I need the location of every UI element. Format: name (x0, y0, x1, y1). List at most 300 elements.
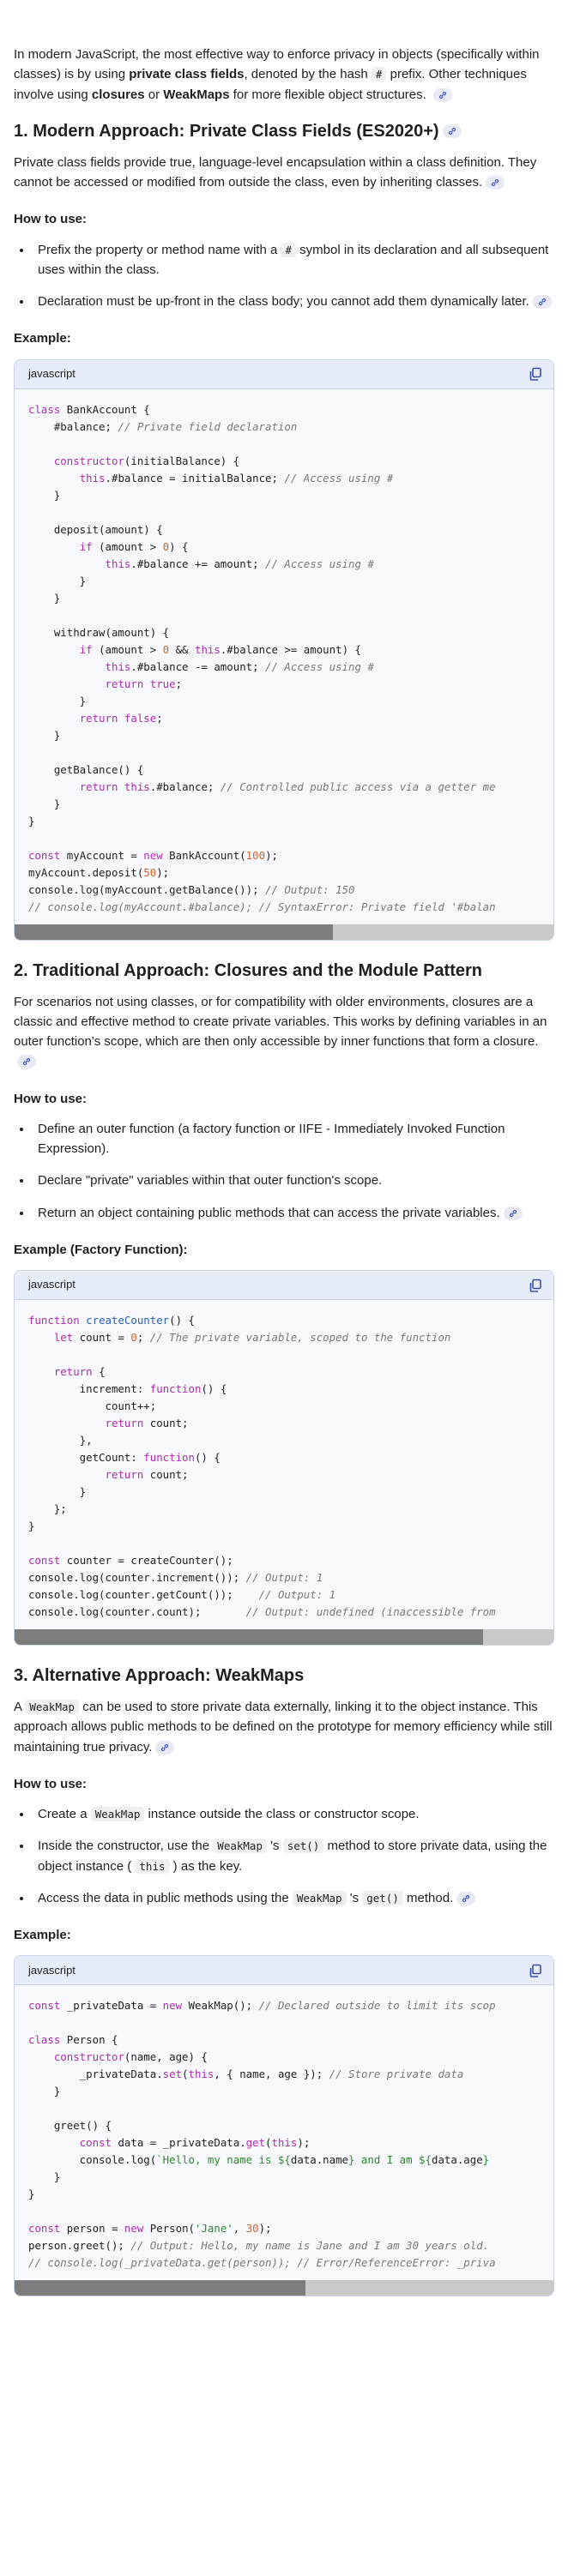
code-line (28, 573, 540, 590)
code-token: } (28, 2085, 61, 2098)
code-token: const (28, 1999, 61, 2013)
code-line (28, 659, 540, 676)
code-content (15, 1300, 553, 1629)
code-token: ) { (169, 539, 189, 553)
code-line (28, 2049, 540, 2066)
code-token: return (105, 1417, 144, 1429)
code-token: class (28, 2033, 61, 2047)
code-line (28, 436, 540, 453)
code-token: } (28, 2188, 35, 2201)
code-token (28, 557, 106, 570)
code-token: // The private variable, scoped to the function (149, 1331, 451, 1344)
list-item (33, 1804, 554, 1824)
how-to-list (33, 240, 554, 312)
code-token: if (79, 539, 93, 553)
code-line (28, 761, 540, 779)
code-token (28, 643, 80, 656)
code-token: constructor (53, 454, 124, 467)
section-description (14, 1697, 554, 1757)
code-line (28, 1381, 540, 1398)
list-text: method to store private data, using the object instance ( (38, 1839, 547, 1874)
how-to-list (33, 1119, 554, 1223)
code-token: count; (143, 1468, 189, 1481)
code-token: set (162, 2067, 183, 2081)
code-token (28, 1468, 106, 1481)
code-line (28, 1398, 540, 1415)
code-line (28, 1363, 540, 1381)
intro-text: prefix. Other techniques involve using (14, 67, 527, 102)
code-line (28, 1569, 540, 1586)
code-line (28, 607, 540, 624)
code-token: createCounter (86, 1314, 170, 1327)
code-token: // Output: Hello, my name is Jane and I am 30 years old. (130, 2239, 490, 2253)
code-token: increment: (28, 1382, 150, 1395)
list-item (33, 1203, 554, 1223)
intro-text: or (144, 87, 164, 102)
code-token: 30 (245, 2222, 259, 2236)
code-line (28, 1329, 540, 1346)
list-item (33, 292, 554, 311)
code-token: (initialBalance) { (124, 454, 240, 467)
code-line (28, 1432, 540, 1449)
example-label: Example: (14, 1928, 71, 1942)
copy-code-icon[interactable] (528, 1963, 543, 1978)
list-item: • Define an outer function (a factory function or IIFE - Immediately Invoked Function Expression). (33, 1119, 554, 1159)
code-token (118, 712, 124, 725)
code-language-label: javascript (28, 1278, 76, 1291)
intro-bold: private class fields (129, 67, 245, 82)
code-line (28, 1604, 540, 1621)
code-token: console.log(myAccount.getBalance()); (28, 882, 266, 896)
code-language-label: javascript (28, 1963, 76, 1977)
code-line (28, 2220, 540, 2237)
code-token: } (28, 728, 61, 742)
code-token: person = (60, 2222, 124, 2236)
code-token: () { (169, 1314, 195, 1327)
code-token: } (28, 694, 87, 707)
citation-link-icon[interactable] (504, 1207, 523, 1220)
code-token (28, 540, 80, 553)
description-text: Private class fields provide true, language-level encapsulation within a class definition. They cannot be accessed or modified from outside the class, even by inheriting classes. (14, 154, 537, 190)
code-token (143, 677, 149, 690)
horizontal-scrollbar[interactable] (15, 2280, 553, 2296)
code-token: console.log(counter.increment()); (28, 1571, 246, 1584)
code-line (28, 418, 540, 436)
code-token: const (79, 2136, 112, 2150)
inline-code: WeakMap (293, 1891, 347, 1905)
code-token: // Private field declaration (118, 419, 298, 433)
code-line (28, 556, 540, 573)
code-token: this (79, 471, 106, 485)
code-line (28, 2014, 540, 2031)
code-line (28, 779, 540, 796)
code-token (28, 1417, 106, 1429)
code-line (28, 1535, 540, 1552)
how-to-list (33, 1804, 554, 1908)
code-token: count; (143, 1417, 189, 1429)
code-token: 50 (143, 865, 157, 879)
code-token (28, 780, 80, 793)
code-token: function (149, 1382, 202, 1395)
code-token (28, 472, 80, 485)
code-line (28, 727, 540, 744)
code-token: } (28, 591, 61, 605)
code-line (28, 796, 540, 813)
code-line (28, 1484, 540, 1501)
how-to-use-label: How to use: (14, 212, 87, 227)
code-token: console.log(counter.getCount()); (28, 1588, 259, 1601)
code-line (28, 2169, 540, 2186)
list-item: • Declare "private" variables within that outer function's scope. (33, 1171, 554, 1190)
code-line (28, 521, 540, 539)
code-token: _privateData. (28, 2067, 163, 2081)
code-token: data.age (431, 2153, 483, 2167)
code-token: console.log( (28, 2153, 157, 2167)
citation-link-icon[interactable] (486, 176, 505, 190)
code-token: #balance; (28, 419, 118, 433)
code-token: .#balance -= amount; (130, 659, 266, 673)
list-text: 's (266, 1839, 283, 1854)
list-text: method. (402, 1890, 454, 1905)
example-label: Example (Factory Function): (14, 1242, 188, 1257)
code-token: // Controlled public access via a getter me (220, 779, 496, 793)
code-token: false (124, 711, 157, 725)
example-label: Example: (14, 331, 71, 346)
scrollbar-thumb[interactable] (15, 924, 333, 940)
inline-code: WeakMap (213, 1839, 267, 1853)
code-token: () { (201, 1382, 227, 1395)
code-block-header (15, 360, 553, 389)
code-token: 0 (162, 539, 170, 553)
code-token: { (92, 1365, 106, 1378)
code-token (28, 1331, 54, 1344)
code-token: const (28, 848, 61, 862)
code-block (14, 359, 554, 941)
list-item (33, 1836, 554, 1876)
code-token: // Access using # (265, 659, 374, 673)
inline-code: get() (362, 1891, 403, 1905)
code-line (28, 2066, 540, 2083)
list-item (33, 1888, 554, 1908)
code-token: Person { (60, 2033, 118, 2047)
code-token: let (53, 1331, 74, 1344)
inline-code: # (281, 243, 296, 257)
code-token: 100 (245, 848, 266, 862)
code-line (28, 2152, 540, 2169)
code-line (28, 487, 540, 504)
code-line (28, 899, 540, 916)
code-line (28, 813, 540, 830)
code-token: // Output: undefined (inaccessible from (245, 1605, 496, 1618)
code-token: person.greet(); (28, 2239, 131, 2253)
code-token: ); (297, 2136, 311, 2150)
code-token: (amount > (92, 539, 163, 553)
code-token: , (233, 2222, 246, 2236)
code-token: ( (265, 2136, 272, 2150)
citation-link-icon[interactable] (17, 1055, 36, 1068)
code-token: this (194, 642, 221, 656)
code-line (28, 1586, 540, 1604)
code-line (28, 641, 540, 659)
code-token: }; (28, 1502, 67, 1515)
code-token: console.log(counter.count); (28, 1605, 246, 1618)
code-token (28, 2136, 80, 2149)
code-token: `Hello, my name is ${ (156, 2153, 291, 2167)
code-token: this (188, 2067, 215, 2081)
code-line (28, 2100, 540, 2117)
code-token: } and I am ${ (348, 2153, 432, 2167)
intro-bold: WeakMaps (163, 87, 230, 102)
code-line (28, 453, 540, 470)
code-token: const (28, 2222, 61, 2236)
code-token: // Access using # (284, 471, 394, 485)
description-text: A (14, 1700, 26, 1714)
code-token (28, 712, 80, 725)
code-token: // Store private data (329, 2067, 464, 2081)
section-title: 1. Modern Approach: Private Class Fields (ES2020+) (14, 121, 439, 141)
copy-code-icon[interactable] (528, 366, 543, 382)
code-line (28, 1449, 540, 1466)
citation-link-icon[interactable] (155, 1741, 174, 1754)
code-token: const (28, 1554, 61, 1567)
code-line (28, 624, 540, 641)
code-token: this (271, 2136, 298, 2150)
code-content (15, 1985, 553, 2280)
code-line (28, 1552, 540, 1569)
code-token: 'Jane' (195, 2222, 233, 2236)
intro-bold: closures (91, 87, 145, 102)
inline-code: # (372, 67, 387, 81)
code-token: } (28, 1520, 35, 1532)
code-token: data.name (290, 2153, 348, 2167)
code-token: } (28, 2170, 61, 2184)
code-line (28, 2134, 540, 2152)
section-heading (14, 120, 554, 142)
code-token: myAccount = (60, 848, 144, 862)
code-token: constructor (53, 2050, 124, 2064)
code-line (28, 2254, 540, 2272)
code-token: this (105, 557, 131, 570)
list-text: Return an object containing public methods that can access the private variables. (38, 1205, 500, 1220)
code-token: // Output: 150 (265, 882, 355, 896)
code-line (28, 2237, 540, 2254)
code-token: (name, age) { (124, 2050, 208, 2064)
code-token: , { name, age }); (214, 2067, 329, 2081)
section-description (14, 153, 554, 193)
code-line (28, 1312, 540, 1329)
list-text: ) as the key. (169, 1858, 243, 1874)
code-token: function (143, 1451, 195, 1464)
list-text: 's (346, 1890, 363, 1905)
code-token: Person( (143, 2222, 195, 2236)
code-token: true (149, 677, 176, 690)
code-token: () { (194, 1451, 221, 1464)
code-token: ; (156, 711, 163, 725)
code-token: WeakMap(); (182, 1999, 259, 2013)
intro-text: for more flexible object structures. (229, 87, 426, 102)
code-token: data = _privateData. (112, 2136, 246, 2150)
code-token: new (143, 848, 163, 862)
code-token: return (105, 677, 144, 690)
code-line (28, 693, 540, 710)
list-text: Declaration must be up-front in the class body; you cannot add them dynamically later. (38, 294, 529, 309)
code-line (28, 504, 540, 521)
code-token: myAccount.deposit( (28, 865, 144, 879)
code-block (14, 1955, 554, 2296)
inline-code: WeakMap (91, 1807, 145, 1821)
citation-link-icon[interactable] (456, 1892, 475, 1905)
code-token: } (482, 2153, 490, 2167)
section-description (14, 992, 554, 1072)
code-token: && (169, 642, 195, 656)
list-text: Inside the constructor, use the (38, 1839, 214, 1854)
inline-code: this (135, 1859, 169, 1874)
code-token: return (53, 1365, 93, 1378)
list-text: Access the data in public methods using the (38, 1890, 293, 1905)
code-language-label: javascript (28, 366, 76, 380)
horizontal-scrollbar[interactable] (15, 924, 553, 940)
inline-code: set() (283, 1839, 324, 1853)
code-line (28, 830, 540, 847)
how-to-use-label: How to use: (14, 1091, 87, 1106)
code-line (28, 1466, 540, 1484)
intro-text: , denoted by the hash (244, 67, 372, 82)
section-heading: 3. Alternative Approach: WeakMaps (14, 1666, 305, 1685)
code-token: _privateData = (60, 1999, 163, 2013)
section-heading: 2. Traditional Approach: Closures and the Module Pattern (14, 960, 482, 980)
code-line (28, 1501, 540, 1518)
code-line (28, 710, 540, 727)
code-token (28, 2050, 54, 2063)
code-token: greet() { (28, 2119, 112, 2133)
code-token: // console.log(myAccount.#balance); // SyntaxError: Private field '#balan (28, 900, 496, 913)
code-token: ); (156, 865, 170, 879)
code-line (28, 2117, 540, 2134)
code-line (28, 1415, 540, 1432)
code-token: get (245, 2136, 266, 2150)
code-token: count++; (28, 1399, 157, 1412)
code-token: this (124, 779, 150, 793)
citation-link-icon[interactable] (533, 295, 552, 309)
code-line (28, 1346, 540, 1363)
code-token: // console.log(_privateData.get(person)); // Error/ReferenceError: _priva (28, 2256, 496, 2270)
code-line (28, 2186, 540, 2203)
code-token: } (28, 574, 87, 587)
code-token: new (162, 1999, 183, 2013)
code-token: // Declared outside to limit its scop (258, 1999, 496, 2013)
code-line (28, 2203, 540, 2220)
code-token: .#balance >= amount) { (220, 642, 361, 656)
code-token: ; (175, 677, 183, 690)
code-token: this (105, 659, 131, 673)
code-token (28, 1365, 54, 1378)
code-line (28, 590, 540, 607)
code-line (28, 864, 540, 882)
code-block-header (15, 1271, 553, 1300)
code-token: (amount > (92, 642, 163, 656)
code-token: getBalance() { (28, 762, 144, 776)
code-line (28, 2031, 540, 2049)
code-token: } (28, 797, 61, 810)
intro-paragraph (14, 0, 554, 105)
code-token (118, 780, 124, 793)
citation-link-icon[interactable] (443, 124, 462, 138)
code-token (28, 660, 106, 673)
code-token: if (79, 642, 93, 656)
code-block-header (15, 1956, 553, 1985)
code-token (28, 677, 106, 690)
code-token: BankAccount { (60, 402, 150, 416)
inline-code: WeakMap (25, 1700, 79, 1714)
code-token: return (79, 779, 118, 793)
code-token: ); (258, 2222, 272, 2236)
code-token: 0 (162, 642, 170, 656)
code-token: deposit(amount) { (28, 522, 163, 536)
code-token: count = (73, 1331, 131, 1344)
code-token: getCount: (28, 1451, 144, 1464)
scrollbar-thumb[interactable] (15, 2280, 305, 2296)
code-line (28, 847, 540, 864)
list-text: instance outside the class or constructor scope. (144, 1807, 420, 1821)
code-token: } (28, 814, 35, 828)
list-text: Prefix the property or method name with a (38, 242, 281, 257)
citation-link-icon[interactable] (433, 88, 452, 102)
code-token: return (105, 1468, 144, 1481)
code-token: withdraw(amount) { (28, 625, 170, 639)
code-token: .#balance; (149, 779, 221, 793)
code-token: function (28, 1314, 80, 1327)
code-token: class (28, 402, 61, 416)
code-token: // Output: 1 (258, 1588, 336, 1601)
code-token: ; (136, 1331, 150, 1344)
code-token: ( (182, 2067, 189, 2081)
code-token: BankAccount( (162, 848, 246, 862)
description-text: For scenarios not using classes, or for compatibility with older environments, closures are a classic and effective method to create private variables. This works by defining variables in an outer function's scope, which are then only accessible by inner functions that form a closure. (14, 994, 547, 1049)
code-token: } (28, 1485, 87, 1498)
code-token: new (124, 2222, 144, 2236)
how-to-use-label: How to use: (14, 1776, 87, 1791)
code-line (28, 1997, 540, 2014)
code-line (28, 676, 540, 693)
code-line (28, 744, 540, 761)
list-text: Create a (38, 1807, 91, 1821)
scrollbar-thumb[interactable] (15, 1629, 483, 1645)
list-text: symbol in its declaration and all subsequent uses within the class. (38, 242, 549, 277)
code-line (28, 882, 540, 899)
code-line (28, 2083, 540, 2100)
code-token: // Output: 1 (245, 1571, 323, 1584)
code-block (14, 1270, 554, 1646)
code-token: .#balance += amount; (130, 557, 266, 570)
description-text: can be used to store private data externally, linking it to the object instance. This approach allows public methods to be defined on the prototype for memory efficiency while still maintaining true privacy. (14, 1700, 553, 1754)
code-token: // Access using # (265, 557, 374, 570)
code-content (15, 389, 553, 924)
code-token: counter = createCounter(); (60, 1554, 233, 1567)
code-line (28, 401, 540, 418)
code-token: ); (265, 848, 278, 862)
intro-text: In modern JavaScript, the most effective way to enforce privacy in objects (specifically within classes) is by using (14, 47, 540, 82)
code-token: } (28, 488, 61, 502)
code-token: }, (28, 1434, 93, 1447)
code-line (28, 1518, 540, 1535)
code-token: .#balance = initialBalance; (105, 471, 285, 485)
code-token: 0 (130, 1331, 137, 1344)
code-line (28, 539, 540, 556)
list-item (33, 240, 554, 280)
code-token (28, 454, 54, 467)
copy-code-icon[interactable] (528, 1278, 543, 1293)
horizontal-scrollbar[interactable] (15, 1629, 553, 1645)
